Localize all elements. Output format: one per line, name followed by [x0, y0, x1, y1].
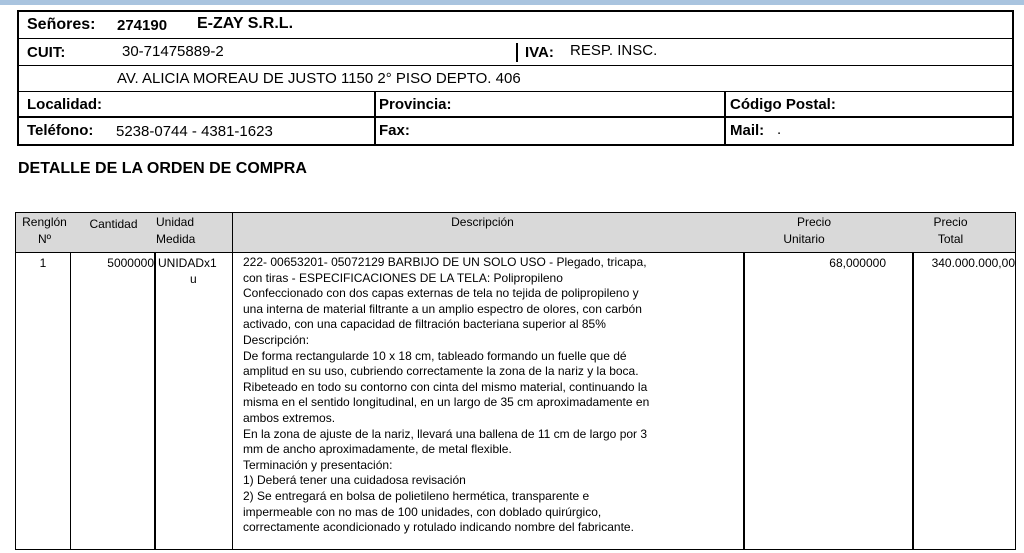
client-name: E-ZAY S.R.L. — [197, 15, 294, 32]
cell-renglon: 1 — [39, 256, 47, 270]
col-line-4 — [743, 253, 745, 549]
header-unidad: Unidad Medida — [156, 215, 196, 246]
col-line-2 — [154, 253, 156, 549]
cuit-value: 30-71475889-2 — [122, 43, 224, 60]
header-precio-total: Precio Total — [933, 215, 968, 246]
address-row — [19, 66, 1012, 92]
header-cantidad: Cantidad — [89, 217, 138, 231]
telefono-label: Teléfono: — [27, 122, 94, 139]
iva-label: IVA: — [525, 44, 554, 61]
mail-label: Mail: — [730, 122, 765, 139]
mail-value: . — [777, 121, 782, 138]
fax-divider — [374, 118, 376, 144]
provincia-label: Provincia: — [379, 96, 452, 113]
cuit-row — [19, 39, 1012, 66]
telefono-value: 5238-0744 - 4381-1623 — [116, 123, 273, 140]
client-row — [19, 12, 1012, 39]
top-window-bar — [0, 0, 1024, 5]
mail-divider — [724, 118, 726, 144]
table-header — [16, 213, 1015, 253]
codigo-postal-label: Código Postal: — [730, 96, 836, 113]
header-descripcion: Descripción — [451, 215, 514, 229]
address-value: AV. ALICIA MOREAU DE JUSTO 1150 2° PISO DEPTO. 406 — [117, 70, 521, 87]
col-line-1 — [70, 253, 71, 549]
client-code: 274190 — [117, 17, 168, 34]
section-title: DETALLE DE LA ORDEN DE COMPRA — [18, 160, 307, 177]
header-precio-unitario: Precio Unitario — [783, 215, 831, 246]
header-renglon: Renglón Nº — [22, 215, 67, 246]
cuit-label: CUIT: — [27, 44, 66, 61]
senores-label: Señores: — [27, 16, 96, 33]
cell-unidad: UNIDADx1 u — [158, 256, 217, 286]
cell-descripcion: 222- 00653201- 05072129 BARBIJO DE UN SOLO USO - Plegado, tricapa, con tiras - ESPECIFICACIONES DE LA TELA: Polipropileno Confeccionado con dos capas externas de tela no tejida de polipropileno y una interna de material filtrante a un amplio espectro de olores, con carbón activado, con una capacidad de filtración bacteriana superior al 85% Descripción: De forma rectangularde 10 x 18 cm, tableado formando un fuelle que dé amplitud en su uso, cubriendo correctamente la zona de la nariz y la boca. Ribeteado en todo su contorno con cinta del mismo material, continuando la misma en el sentido longitudinal, en un largo de 35 cm aproximadamente en ambos extremos. En la zona de ajuste de la nariz, llevará una ballena de 11 cm de largo por 3 mm de ancho aproximadamente, de metal flexible. Terminación y presentación: 1) Deberá tener una cuidadosa revisación 2) Se entregará en bolsa de polietileno hermética, transparente e impermeable con no mas de 100 unidades, con doblado quirúrgico, correctamente acondicionado y rotulado indicando nombre del fabricante. — [243, 255, 650, 535]
location-row — [19, 92, 1012, 118]
fax-label: Fax: — [379, 122, 410, 139]
cell-cantidad: 5000000 — [107, 256, 154, 270]
localidad-label: Localidad: — [27, 96, 103, 113]
cell-precio-unitario: 68,000000 — [829, 256, 886, 270]
iva-value: RESP. INSC. — [570, 42, 658, 59]
iva-divider — [516, 43, 518, 62]
cell-precio-total: 340.000.000,00 — [931, 256, 1015, 270]
contact-row — [19, 118, 1012, 144]
provincia-divider — [374, 92, 376, 116]
col-line-5 — [912, 253, 914, 549]
codigo-postal-divider — [724, 92, 726, 116]
order-detail-table — [15, 212, 1016, 550]
col-line-3 — [232, 253, 233, 549]
client-header-box — [17, 10, 1014, 146]
